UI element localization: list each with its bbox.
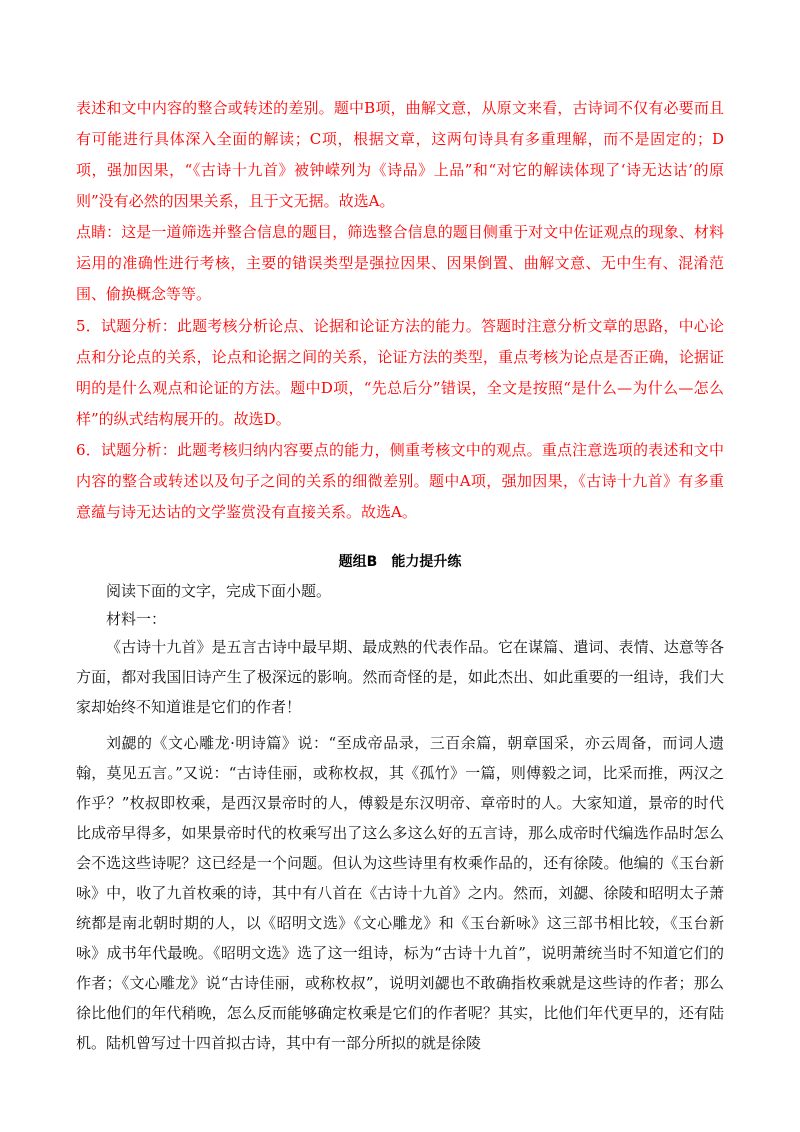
answer-paragraph-1: 表述和文中内容的整合或转述的差别。题中B项，曲解文意，从原文来看，古诗词不仅有必要而且有可能进行具体深入全面的解读；C项，根据文章，这两句诗具有多重理解，而不是固定的；D项，强加因果，“《古诗十九首》被钟嵘列为《诗品》上品”和“对它的解读体现了‘诗无达诂’的原则”没有必然的因果关系，且于文无据。故选A。 [76,99,724,210]
material-label: 材料一： [106,610,167,628]
answer-paragraph-key-point: 点睛：这是一道筛选并整合信息的题目，筛选整合信息的题目侧重于对文中佐证观点的现象、材料运用的准确性进行考核，主要的错误类型是强拉因果、因果倒置、曲解文意、无中生有、混淆范围、偷换概念等等。 [76,223,724,303]
material-paragraph-1: 《古诗十九首》是五言古诗中最早期、最成熟的代表作品。它在谋篇、遣词、表情、达意等各方面，都对我国旧诗产生了极深远的影响。然而奇怪的是，如此杰出、如此重要的一组诗，我们大家却始终不知道谁是它们的作者！ [76,638,724,716]
answer-paragraph-5: 5．试题分析：此题考核分析论点、论据和论证方法的能力。答题时注意分析文章的思路，中心论点和分论点的关系，论点和论据之间的关系，论证方法的类型，重点考核为论点是否正确，论据证明的是什么观点和论证的方法。题中D项，“先总后分”错误，全文是按照“是什么—为什么—怎么样”的纵式结构展开的。故选D。 [76,317,724,428]
answer-paragraph-6: 6．试题分析：此题考核归纳内容要点的能力，侧重考核文中的观点。重点注意选项的表述和文中内容的整合或转述以及句子之间的关系的细微差别。题中A项，强加因果，《古诗十九首》有多重意蕴与诗无达诂的文学鉴赏没有直接关系。故选A。 [76,441,724,521]
section-title: 题组B 能力提升练 [338,554,462,570]
instruction-text: 阅读下面的文字，完成下面小题。 [106,582,332,600]
material-paragraph-2: 刘勰的《文心雕龙·明诗篇》说：“至成帝品录，三百余篇，朝章国采，亦云周备，而词人遗翰，莫见五言。”又说：“古诗佳丽，或称枚叔，其《孤竹》一篇，则傅毅之词，比采而推，两汉之作乎？”枚叔即枚乘，是西汉景帝时的人，傅毅是东汉明帝、章帝时的人。大家知道，景帝的时代比成帝早得多，如果景帝时代的枚乘写出了这么多这么好的五言诗，那么成帝时代编选作品时怎么会不选这些诗呢？这已经是一个问题。但认为这些诗里有枚乘作品的，还有徐陵。他编的《玉台新咏》中，收了九首枚乘的诗，其中有八首在《古诗十九首》之内。然而，刘勰、徐陵和昭明太子萧统都是南北朝时期的人，以《昭明文选》《文心雕龙》和《玉台新咏》这三部书相比较，《玉台新咏》成书年代最晚。《昭明文选》选了这一组诗，标为“古诗十九首”，说明萧统当时不知道它们的作者；《文心雕龙》说“古诗佳丽，或称枚叔”，说明刘勰也不敢确指枚乘就是这些诗的作者；那么徐比他们的年代稍晚，怎么反而能够确定枚乘是它们的作者呢？其实，比他们年代更早的，还有陆机。陆机曾写过十四首拟古诗，其中有一部分所拟的就是徐陵 [76,734,724,1052]
